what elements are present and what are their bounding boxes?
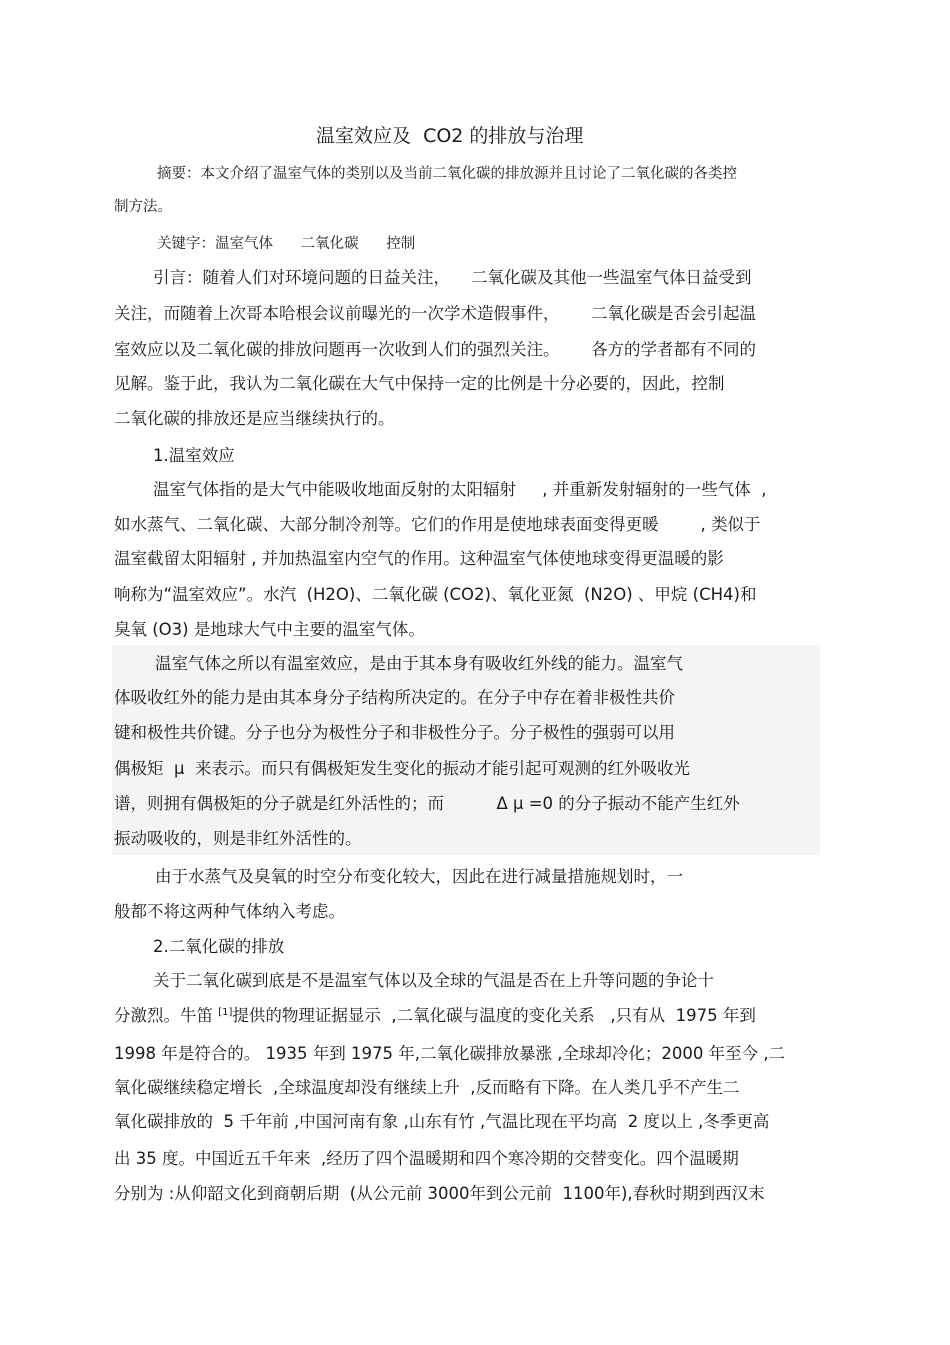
paragraph-line: 温室气体指的是大气中能吸收地面反射的太阳辐射 , 并重新发射辐射的一些气体 , bbox=[153, 480, 767, 499]
paragraph-line: 温室气体之所以有温室效应，是由于其本身有吸收红外线的能力。温室气 bbox=[155, 654, 683, 673]
paragraph-line: 关于二氧化碳到底是不是温室气体以及全球的气温是否在上升等问题的争论十 bbox=[153, 971, 714, 990]
paragraph-line: 氧化碳继续稳定增长 ,全球温度却没有继续上升 ,反而略有下降。在人类几乎不产生二 bbox=[114, 1078, 740, 1097]
citation-marker[interactable]: [1] bbox=[218, 1007, 233, 1018]
abstract-line: 制方法。 bbox=[114, 199, 172, 215]
intro-line: 引言：随着人们对环境问题的日益关注， 二氧化碳及其他一些温室气体日益受到 bbox=[153, 268, 752, 287]
paragraph-line: 偶极矩 μ 来表示。而只有偶极矩发生变化的振动才能引起可观测的红外吸收光 bbox=[114, 759, 690, 778]
paragraph-line: 键和极性共价键。分子也分为极性分子和非极性分子。分子极性的强弱可以用 bbox=[114, 723, 675, 742]
paragraph-line: 振动吸收的，则是非红外活性的。 bbox=[114, 829, 362, 848]
paragraph-line: 1998 年是符合的。 1935 年到 1975 年,二氧化碳排放暴涨 ,全球却冷化；2000 年至今 ,二 bbox=[114, 1044, 786, 1063]
paragraph-text: 提供的物理证据显示 ,二氧化碳与温度的变化关系 ,只有从 1975 年到 bbox=[232, 1006, 756, 1025]
intro-line: 室效应以及二氧化碳的排放问题再一次收到人们的强烈关注。 各方的学者都有不同的 bbox=[114, 340, 756, 359]
paragraph-line bbox=[114, 1008, 756, 1025]
paragraph-line: 温室截留太阳辐射 , 并加热温室内空气的作用。这种温室气体使地球变得更温暖的影 bbox=[114, 549, 724, 568]
paragraph-line: 分别为 :从仰韶文化到商朝后期 (从公元前 3000年到公元前 1100年),春秋时期到西汉末 bbox=[114, 1184, 765, 1203]
intro-line: 关注，而随着上次哥本哈根会议前曝光的一次学术造假事件， 二氧化碳是否会引起温 bbox=[114, 304, 756, 323]
abstract-line: 摘要：本文介绍了温室气体的类别以及当前二氧化碳的排放源并且讨论了二氧化碳的各类控 bbox=[157, 166, 737, 182]
intro-line: 二氧化碳的排放还是应当继续执行的。 bbox=[114, 409, 395, 428]
paragraph-line: 般都不将这两种气体纳入考虑。 bbox=[114, 902, 345, 921]
paragraph-line: 响称为“温室效应”。水汽 (H2O)、二氧化碳 (CO2)、氧化亚氮 (N2O) 、甲烷 (CH4)和 bbox=[114, 585, 757, 604]
paragraph-line: 由于水蒸气及臭氧的时空分布变化较大，因此在进行减量措施规划时，一 bbox=[155, 867, 683, 886]
paragraph-text: 分激烈。牛笛 bbox=[114, 1006, 219, 1025]
keywords-line: 关键字：温室气体 二氧化碳 控制 bbox=[157, 236, 416, 252]
paragraph-line: 如水蒸气、二氧化碳、大部分制冷剂等。它们的作用是使地球表面变得更暖 , 类似于 bbox=[114, 515, 761, 534]
document-title: 温室效应及 CO2 的排放与治理 bbox=[316, 125, 584, 147]
highlighted-paragraph-background bbox=[112, 645, 820, 855]
section-heading: 1.温室效应 bbox=[153, 446, 235, 465]
intro-line: 见解。鉴于此，我认为二氧化碳在大气中保持一定的比例是十分必要的，因此，控制 bbox=[114, 374, 725, 393]
paragraph-line: 臭氧 (O3) 是地球大气中主要的温室气体。 bbox=[114, 620, 425, 639]
paragraph-line: 谱，则拥有偶极矩的分子就是红外活性的；而 Δ μ =0 的分子振动不能产生红外 bbox=[114, 794, 740, 813]
paragraph-line: 体吸收红外的能力是由其本身分子结构所决定的。在分子中存在着非极性共价 bbox=[114, 688, 675, 707]
section-heading: 2.二氧化碳的排放 bbox=[153, 937, 285, 956]
paragraph-line: 出 35 度。中国近五千年来 ,经历了四个温暖期和四个寒冷期的交替变化。四个温暖期 bbox=[114, 1149, 739, 1168]
paragraph-line: 氧化碳排放的 5 千年前 ,中国河南有象 ,山东有竹 ,气温比现在平均高 2 度以上 ,冬季更高 bbox=[114, 1112, 770, 1131]
